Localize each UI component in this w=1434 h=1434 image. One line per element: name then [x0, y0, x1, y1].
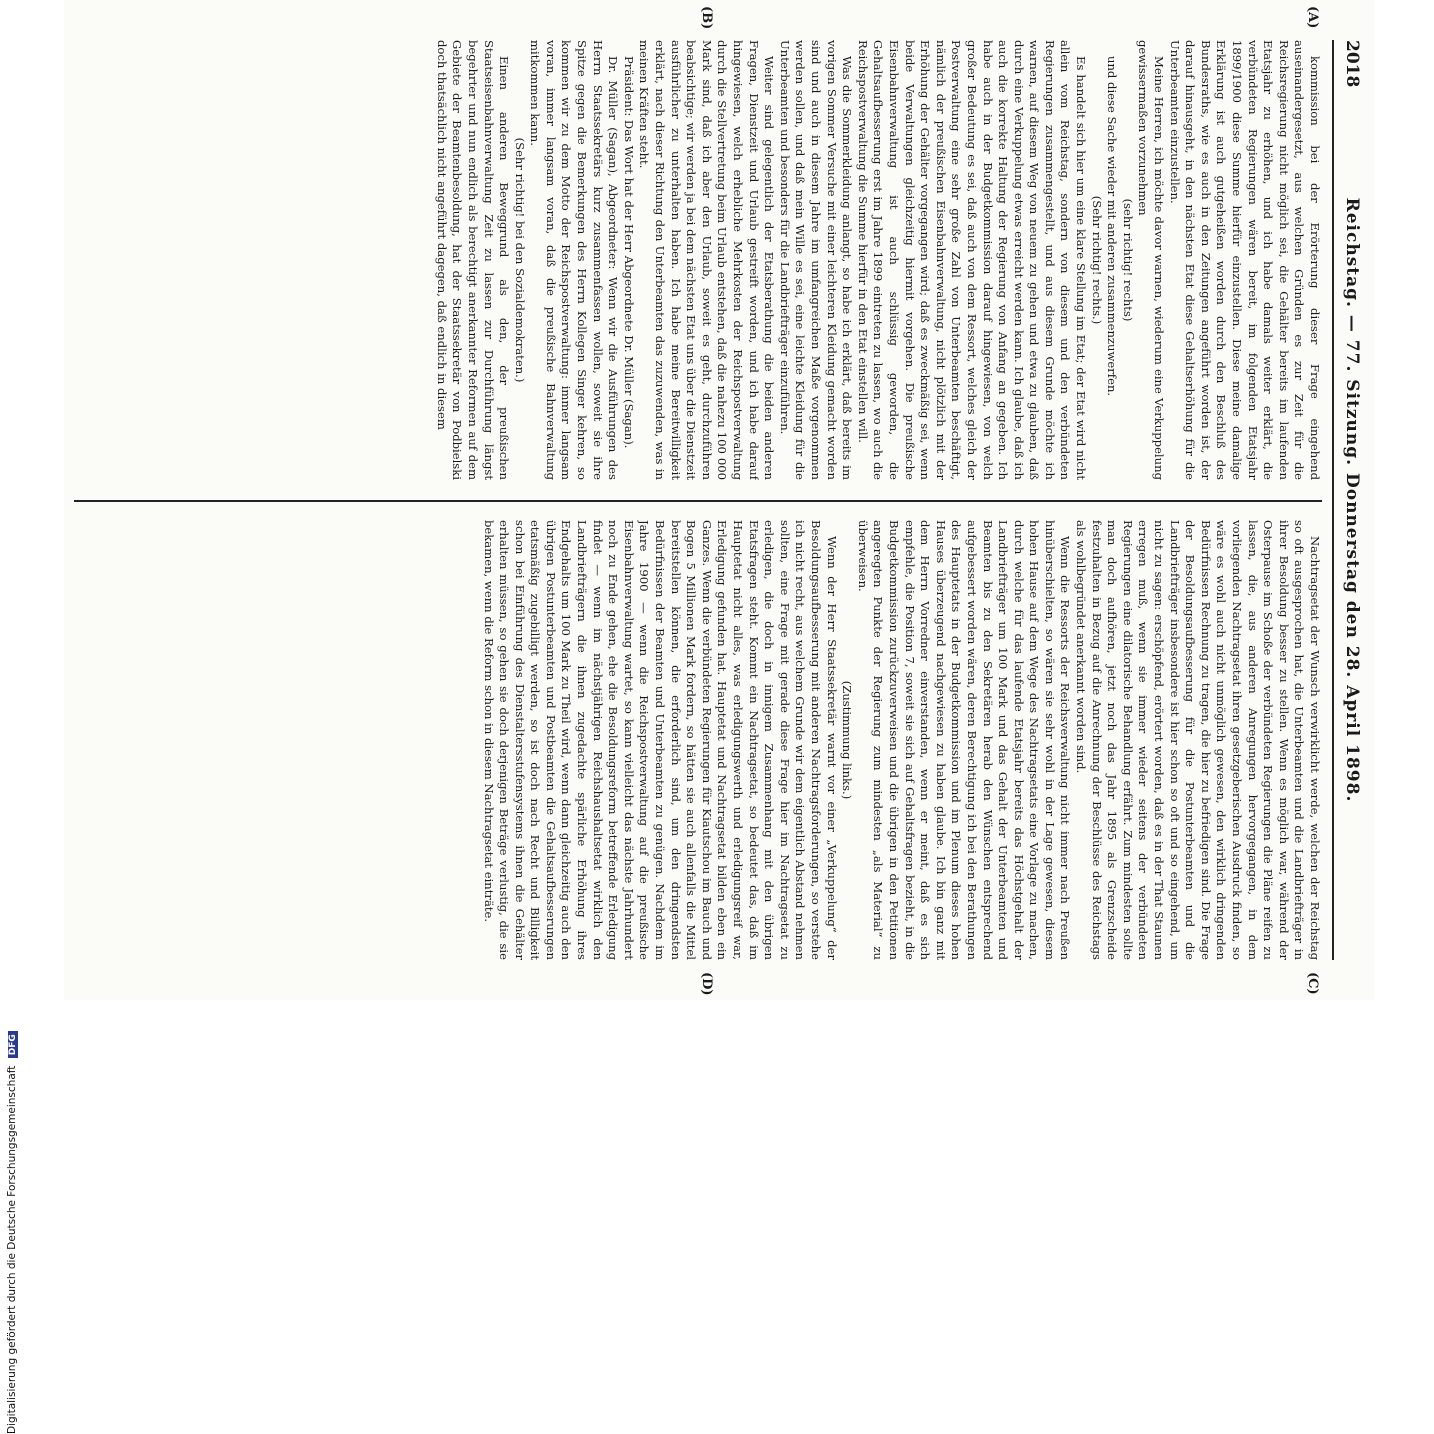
interjection: (Sehr richtig! rechts.) [1089, 195, 1104, 325]
paragraph: und diese Sache wieder mit anderen zusammenzuwerfen. [1105, 56, 1120, 397]
section-marker-a: (A) [1305, 6, 1320, 29]
footer [6, 434, 46, 1434]
section-marker-d: (D) [699, 972, 714, 996]
paragraph: Nachtragsetat der Wunsch verwirklicht werde, welchen der Reichstag so oft ausgesprochen hat, die Unterbeamten und die Landbriefträger in ihrer Besoldung besser zu stellen. Wenn es möglich war, während der Osterpause im Schoße der verbündeten Regierungen die Pläne reifen zu lassen, die, aus anderen Anregungen hervorgegangen, in dem vorliegenden Nachtragsetat ihren gesetzgeberischen Ausdruck finden, so wäre es wohl auch nicht unmöglich gewesen, den wirklich dringenden Bedürfnissen Rechnung zu tragen, die hier zu befriedigen sind. Die Frage der Besoldungsaufbesserung für die Postunterbeamten und die Landbriefträger insbesondere ist hier schon so oft und so eingehend, um nicht zu sagen: erschöpfend, erörtert worden, daß es in der That Staunen erregen muß, wenn sie immer wieder seitens der verbündeten Regierungen eine dilatorische Behandlung erfährt. Zum mindesten sollte man doch aufhören, jetzt noch das Jahr 1895 als Grenzscheide festzuhalten in Bezug auf die Anrechnung der Beschlüsse des Reichstags als wohlbegründet anerkannt worden sind. [1074, 520, 1322, 960]
newspaper-page [64, 0, 1374, 1000]
credit-text: Digitalisierung gefördert durch die Deutsche Forschungsgemeinschaft [6, 1065, 18, 1434]
interjection: (Zustimmung links.) [840, 680, 855, 800]
page-header [1332, 40, 1368, 960]
page-number: 2018 [1342, 40, 1362, 88]
column-divider [74, 500, 1322, 502]
paragraph: Wenn die Ressorts der Reichsverwaltung nicht immer nach Preußen hinüberschielten, so wären sie sehr wohl in der Lage gewesen, diesem hohen Hause auf dem Wege des Nachtragsetats eine Vorlage zu machen, durch welche für das laufende Etatsjahr bereits das Höchstgehalt der Landbriefträger um 100 Mark und das Gehalt der Unterbeamten und Beamten bis zu den Sekretären herab den Wünschen entsprechend aufgebessert worden wären, deren Berechtigung ich bei den Berathungen des Hauptetats in der Budgetkommission und im Plenum dieses hohen Hauses überzeugend nachgewiesen zu haben glaube. Ich bin ganz mit dem Herrn Vorredner einverstanden, wenn er meint, daß es sich empfehle, die Position 7, soweit sie sich auf Gehaltsfragen bezieht, in die Budgetkommission zurückzuverweisen und die übrigen in den Petitionen angeregten Punkte der Regierung zum mindesten „als Material“ zu überweisen. [855, 520, 1073, 960]
interjection: (Sehr richtig! bei den Sozialdemokraten.) [512, 137, 527, 383]
paragraph: kommission bei der Erörterung dieser Frage eingehend auseinandergesetzt, aus welchen Gründen es zur Zeit für die Reichsregierung nicht möglich sei, die Gehälter bereits im laufenden Etatsjahr zu erhöhen, und ich habe damals weiter erklärt, die verbündeten Regierungen wären bereit, im folgenden Etatsjahr 1899/1900 diese Summe hierfür einzustellen. Diese meine damalige Erklärung ist auch gutgeheißen worden durch den Beschluß des Bundesraths, wie es auch in den Zeitungen angeführt worden ist, der darauf hinausgeht, in den nächsten Etat diese Gehaltserhöhung für die Unterbeamten einzustellen. [1167, 40, 1322, 480]
paragraph: Weiter sind gelegentlich der Etatsberathung die beiden anderen Fragen, Dienstzeit und Urlaub gestreift worden, und ich habe darauf hingewiesen, welch erhebliche Mehrkosten der Reichspostverwaltung durch die Stellvertretung beim Urlaub entstehen, daß die nahezu 100 000 Mark sind, daß ich aber den Urlaub, soweit es geht, durchzuführen beabsichtige; wir werden ja bei dem nächsten Etat uns über die Dienstzeit ausführlicher zu unterhalten haben. Ich habe meine Bereitwilligkeit erklärt, nach dieser Richtung den Unterbeamten das zuzuwenden, was in meinen Kräften steht. [637, 40, 777, 480]
paragraph: Einen anderen Beweggrund als den, der preußischen Staatseisenbahnverwaltung Zeit zu lassen zur Durchführung längst begehrter und nun endlich als berechtigt anerkannter Reformen auf dem Gebiete der Beamtenbesoldung, hat der Staatssekretär von Podbielski doch thatsächlich nicht angeführt dagegen, daß endlich in diesem [434, 40, 512, 480]
right-column [74, 520, 1322, 960]
dfg-logo: DFG [8, 1031, 18, 1058]
interjection: (sehr richtig! rechts) [1120, 198, 1135, 322]
paragraph: Meine Herren, ich möchte davor warnen, wiederum eine Verkuppelung gewissermaßen vorzunehmen [1136, 40, 1167, 480]
digitization-credit [6, 864, 20, 1434]
paragraph: Was die Sommerkleidung anlangt, so habe ich erklärt, daß bereits im vorigen Sommer Versuche mit einer leichteren Kleidung gemacht worden sind und auch in diesem Jahre im umfangreichen Maße vorgenommen werden sollen, und daß mein Wille es sei, eine leichte Kleidung für die Unterbeamten und besonders für die Landbriefträger einzuführen. [777, 40, 855, 480]
speaker-paragraph: Präsident: Das Wort hat der Herr Abgeordnete Dr. Müller (Sagan). [621, 56, 636, 449]
paragraph: Es handelt sich hier um eine klare Stellung im Etat; der Etat wird nicht allein vom Reichstag, sondern von diesem und den verbündeten Regierungen zusammengestellt, und aus diesem Grunde möchte ich warnen, auf diesem Weg von neuem zu gehen und etwa zu glauben, daß durch eine Verkuppelung etwas erreicht werden kann. Ich glaube, daß ich auch die korrekte Haltung der Regierung von Anfang an gegeben. Ich habe auch in der Budgetkommission darauf hingewiesen, von welch großer Bedeutung es sei, daß auch von dem Ressort, welches gleich der Postverwaltung eine sehr große Zahl von Unterbeamten beschäftigt, nämlich der preußischen Eisenbahnverwaltung, nicht plötzlich mit der Erhöhung der Gehälter vorgegangen wird; daß es zweckmäßig sei, wenn beide Verwaltungen gleichzeitig hiermit vorgehen. Die preußische Eisenbahnverwaltung ist auch schlüssig geworden, die Gehaltsaufbesserung erst im Jahre 1899 eintreten zu lassen, wo auch die Reichspostverwaltung die Summe hierfür in den Etat einstellen will. [855, 40, 1089, 480]
section-marker-c: (C) [1305, 972, 1320, 995]
speaker-paragraph: Dr. Müller (Sagan), Abgeordneter: Wenn wir die Ausführungen des Herrn Staatssekretärs kurz zusammenfassen wollen, soweit sie ihre Spitze gegen die Bemerkungen des Herrn Kollegen Singer kehren, so kommen wir zu dem Motto der Reichspostverwaltung: immer langsam voran, immer langsam voran, daß die preußische Bahnverwaltung mitkommen kann. [528, 40, 621, 480]
left-column [74, 40, 1322, 480]
page-title: Reichstag. — 77. Sitzung. Donnerstag den 28. April 1898. [1342, 197, 1362, 803]
paragraph: Wenn der Herr Staatssekretär warnt vor einer „Verkuppelung“ der Besoldungsaufbesserung mit anderen Nachtragsforderungen, so verstehe ich nicht recht, aus welchem Grunde wir dem eigentlich Abstand nehmen sollten, eine Frage mit gerade diese Frage hier im Nachtragsetat zu erledigen, die doch in innigem Zusammenhang mit den übrigen Etatsfragen steht. Kommt ein Nachtragsetat, so bedeutet das, daß im Hauptetat nicht alles, was erledigungswerth und erledigungsreif war, Erledigung gefunden hat. Hauptetat und Nachtragsetat bilden eben ein Ganzes. Wenn die verbündeten Regierungen für Kiautschou im Bauch und Bogen 5 Millionen Mark fordern, so hätten sie auch allenfalls die Mittel bereitstellen können, die erforderlich sind, um den dringendsten Bedürfnissen der Beamten und Unterbeamten zu genügen. Nachdem im Jahre 1900 — wenn die Reichspostverwaltung auf die preußische Eisenbahnverwaltung wartet, so kann vielleicht das nächste Jahrhundert noch zu Ende gehen, ehe die Besoldungsreform betreffende Erledigung findet — wenn im nächstjährigen Reichshaushaltsetat wirklich den Landbriefträgern die ihnen zugedachte spärliche Erhöhung ihres Endgehalts um 100 Mark zu Theil wird, wenn dann gleichzeitig auch den übrigen Postunterbeamten und Postbeamten die Gehaltsaufbesserungen etatsmäßig zugebilligt werden, so ist doch nach Recht und Billigkeit schon bei Einführung des Dienstaltersstufensystems ihnen die Gehälter erhalten müssen, so gehen sie doch derjenigen Beträge verlustig, die sie bekamen, wenn die Reform schon in diesem Nachtragsetat einträte. [481, 520, 839, 960]
section-marker-b: (B) [699, 6, 714, 30]
